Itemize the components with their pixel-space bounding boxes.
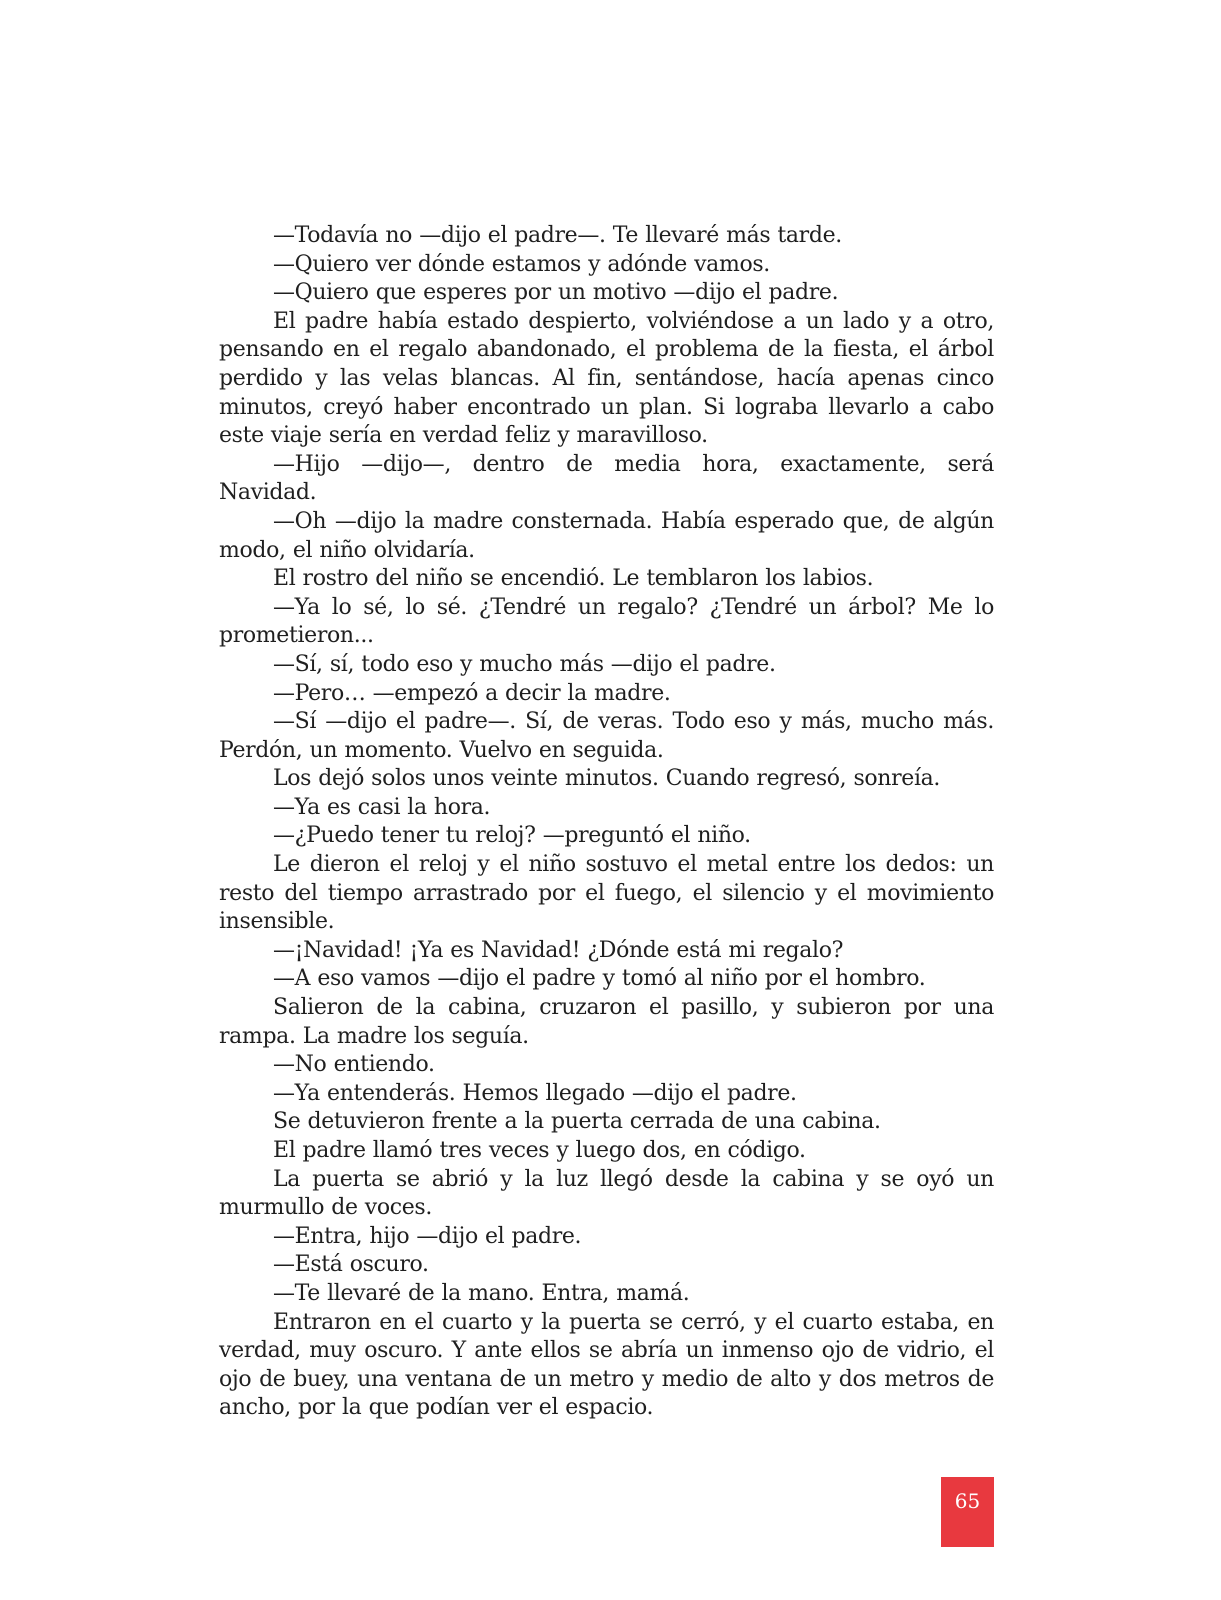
paragraph: El padre había estado despierto, volviéndose a un lado y a otro, pensando en el regalo abandonado, el problema de la fiesta, el árbol perdido y las velas blancas. Al fin, sentándose, hacía apenas cinco minutos, creyó haber encontrado un plan. Si lograba llevarlo a cabo este viaje sería en verdad feliz y maravilloso. (219, 308, 994, 449)
paragraph: —No entiendo. (273, 1052, 435, 1078)
paragraph: —Todavía no —dijo el padre—. Te llevaré más tarde. (273, 223, 842, 248)
paragraph: Los dejó solos unos veinte minutos. Cuando regresó, sonreía. (273, 766, 941, 792)
paragraph: El rostro del niño se encendió. Le temblaron los labios. (273, 566, 874, 592)
paragraph: Entraron en el cuarto y la puerta se cerró, y el cuarto estaba, en verdad, muy oscuro. Y ante ellos se abría un inmenso ojo de vidrio, el ojo de buey, una ventana de un metro y medio de alto y dos metros de ancho, por la que podían ver el espacio. (219, 1309, 994, 1421)
paragraph: —Quiero ver dónde estamos y adónde vamos. (273, 251, 770, 277)
paragraph: —Quiero que esperes por un motivo —dijo el padre. (273, 280, 839, 306)
page-number-box (941, 1477, 994, 1547)
paragraph: Le dieron el reloj y el niño sostuvo el metal entre los dedos: un resto del tiempo arrastrado por el fuego, el silencio y el movimiento insensible. (219, 852, 994, 935)
paragraph: —Ya lo sé, lo sé. ¿Tendré un regalo? ¿Tendré un árbol? Me lo prometieron... (219, 594, 994, 649)
paragraph: Salieron de la cabina, cruzaron el pasillo, y subieron por una rampa. La madre los seguía. (219, 995, 994, 1049)
paragraph: La puerta se abrió y la luz llegó desde la cabina y se oyó un murmullo de voces. (219, 1166, 994, 1221)
paragraph: —Pero… —empezó a decir la madre. (273, 680, 671, 706)
paragraph: —Entra, hijo —dijo el padre. (273, 1223, 582, 1249)
paragraph: —¡Navidad! ¡Ya es Navidad! ¿Dónde está mi regalo? (273, 937, 844, 963)
paragraph: —¿Puedo tener tu reloj? —preguntó el niño. (273, 823, 751, 849)
paragraph: —Hijo —dijo—, dentro de media hora, exactamente, será Navidad. (219, 451, 994, 506)
page-number: 65 (954, 1489, 981, 1513)
paragraph: —Está oscuro. (273, 1252, 429, 1278)
paragraph: Se detuvieron frente a la puerta cerrada de una cabina. (273, 1109, 881, 1135)
paragraph: —Ya es casi la hora. (273, 794, 491, 820)
paragraph: —Te llevaré de la mano. Entra, mamá. (273, 1280, 690, 1306)
paragraph: —Sí, sí, todo eso y mucho más —dijo el padre. (273, 651, 776, 677)
paragraph: —Oh —dijo la madre consternada. Había esperado que, de algún modo, el niño olvidaría. (219, 508, 994, 563)
paragraph: —A eso vamos —dijo el padre y tomó al niño por el hombro. (273, 966, 926, 992)
paragraph: El padre llamó tres veces y luego dos, en código. (273, 1138, 806, 1163)
body-text (219, 222, 994, 1423)
paragraph: —Sí —dijo el padre—. Sí, de veras. Todo eso y más, mucho más. Perdón, un momento. Vuelvo en seguida. (219, 709, 994, 763)
paragraph: —Ya entenderás. Hemos llegado —dijo el padre. (273, 1080, 797, 1106)
